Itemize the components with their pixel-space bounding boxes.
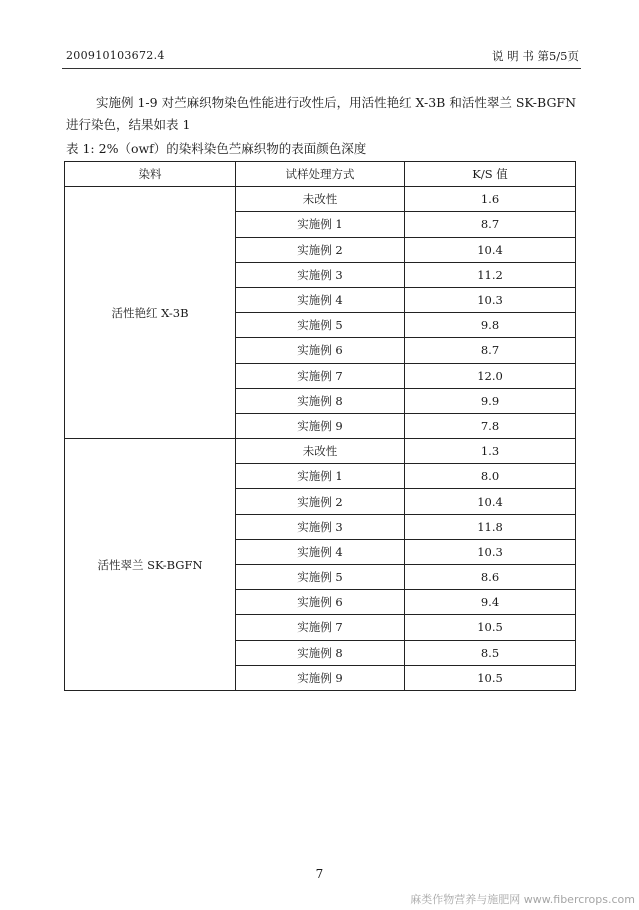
dye-name-cell: 活性艳红 X-3B [65,187,236,439]
method-cell: 实施例 4 [236,539,405,564]
ks-value-cell: 7.8 [405,413,576,438]
ks-value-cell: 10.5 [405,615,576,640]
ks-value-cell: 10.3 [405,539,576,564]
document-info: 说 明 书 第5/5页 [492,49,579,63]
ks-value-cell: 1.3 [405,439,576,464]
method-cell: 实施例 9 [236,665,405,690]
method-cell: 实施例 6 [236,338,405,363]
ks-value-cell: 8.6 [405,565,576,590]
ks-value-cell: 10.4 [405,489,576,514]
ks-value-cell: 8.0 [405,464,576,489]
method-cell: 实施例 1 [236,212,405,237]
ks-value-cell: 9.4 [405,590,576,615]
method-cell: 未改性 [236,187,405,212]
dye-name-cell: 活性翠兰 SK-BGFN [65,439,236,691]
body-paragraph: 实施例 1-9 对苎麻织物染色性能进行改性后，用活性艳红 X-3B 和活性翠兰 SK-BGFN 进行染色，结果如表 1 [66,95,577,132]
table-caption: 表 1: 2%（owf）的染料染色苎麻织物的表面颜色深度 [66,141,367,156]
patent-number: 200910103672.4 [66,49,165,62]
header-divider [62,68,581,69]
table-header-row [65,162,576,187]
method-cell: 实施例 1 [236,464,405,489]
method-cell: 实施例 4 [236,287,405,312]
ks-value-table [64,161,576,691]
method-cell: 实施例 3 [236,514,405,539]
header-method: 试样处理方式 [236,162,405,187]
method-cell: 实施例 8 [236,640,405,665]
ks-value-cell: 10.3 [405,287,576,312]
method-cell: 实施例 9 [236,413,405,438]
method-cell: 实施例 2 [236,489,405,514]
ks-value-cell: 1.6 [405,187,576,212]
table-row [65,439,576,464]
method-cell: 实施例 7 [236,615,405,640]
ks-value-cell: 10.5 [405,665,576,690]
ks-value-cell: 12.0 [405,363,576,388]
method-cell: 实施例 2 [236,237,405,262]
ks-value-cell: 11.8 [405,514,576,539]
method-cell: 实施例 8 [236,388,405,413]
header-ks: K/S 值 [405,162,576,187]
watermark: 麻类作物营养与施肥网 www.fibercrops.com [410,893,635,906]
method-cell: 实施例 5 [236,565,405,590]
header-dye: 染料 [65,162,236,187]
method-cell: 实施例 3 [236,262,405,287]
ks-value-cell: 10.4 [405,237,576,262]
ks-value-cell: 8.7 [405,212,576,237]
table-body [65,187,576,691]
page-number: 7 [315,867,324,881]
ks-value-cell: 9.8 [405,313,576,338]
method-cell: 实施例 6 [236,590,405,615]
table-row [65,187,576,212]
method-cell: 实施例 7 [236,363,405,388]
ks-value-cell: 9.9 [405,388,576,413]
method-cell: 实施例 5 [236,313,405,338]
ks-value-cell: 11.2 [405,262,576,287]
method-cell: 未改性 [236,439,405,464]
ks-value-cell: 8.7 [405,338,576,363]
ks-value-cell: 8.5 [405,640,576,665]
